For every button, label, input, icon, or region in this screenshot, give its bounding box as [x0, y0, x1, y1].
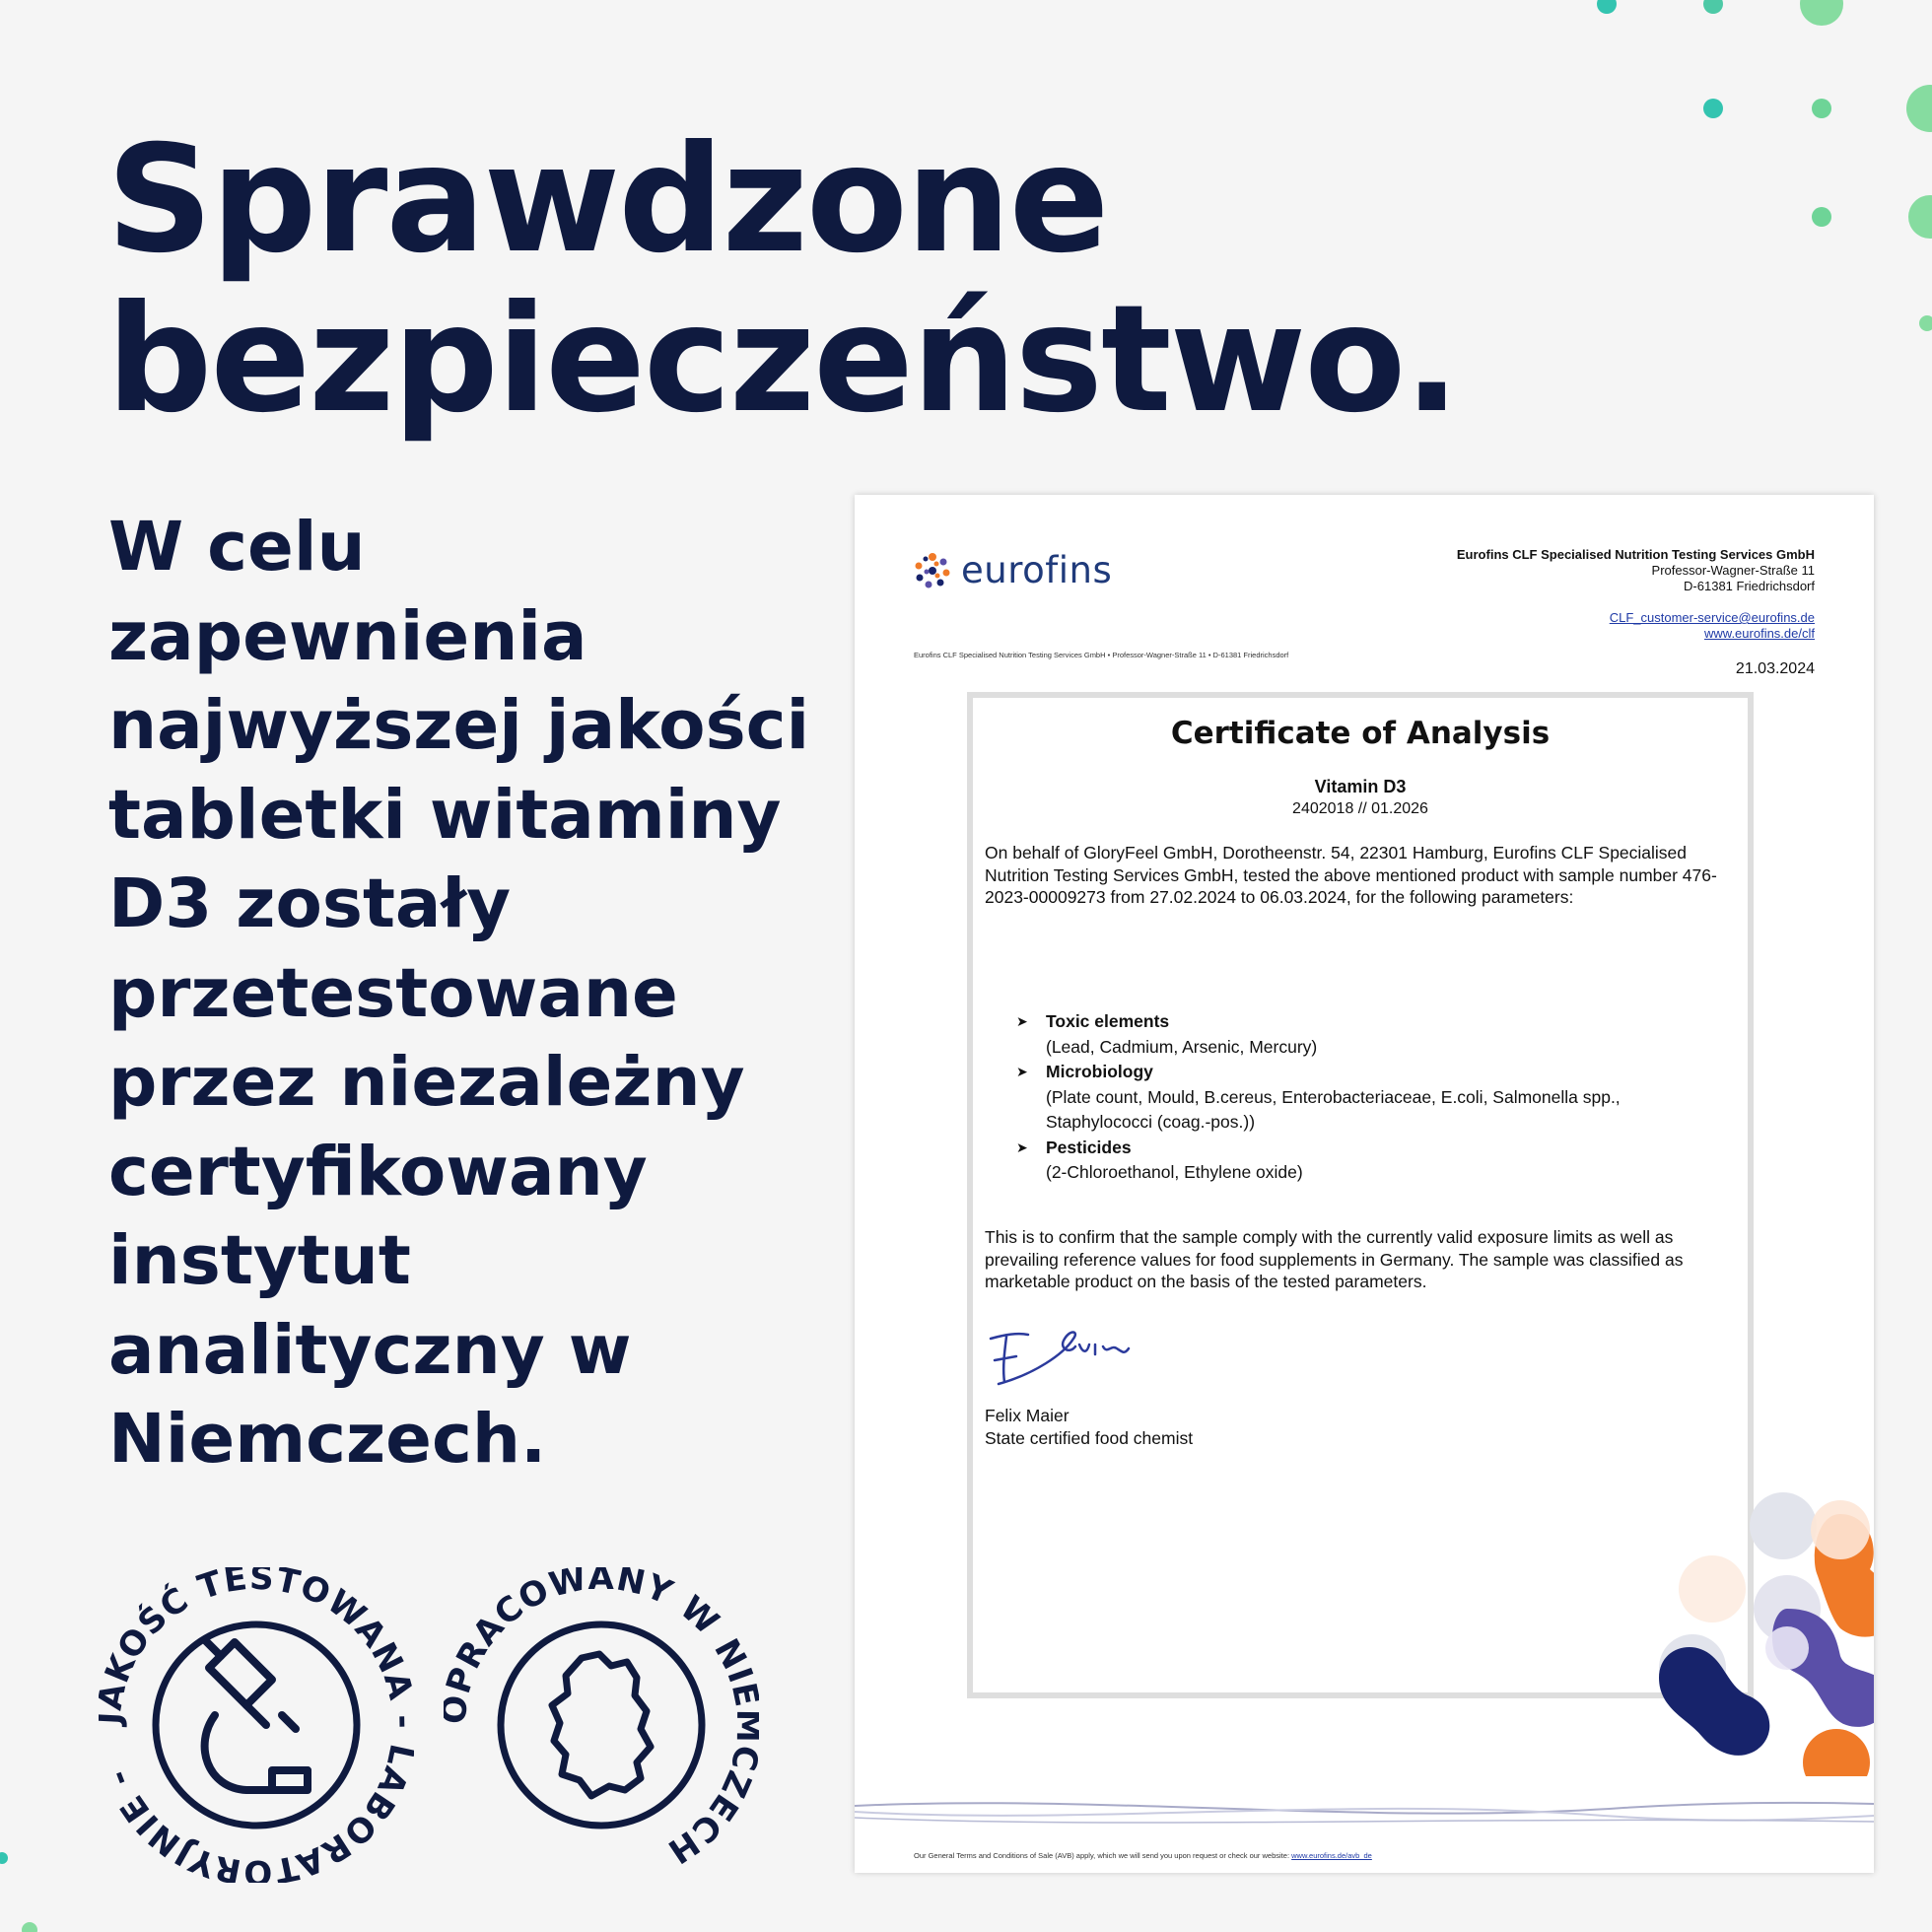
arrow-bullet-icon: ➤	[1016, 1013, 1028, 1029]
certificate-date: 21.03.2024	[1735, 660, 1815, 677]
company-address	[1457, 547, 1815, 594]
conclusion-paragraph: This is to confirm that the sample comply with the currently valid exposure limits as well as prevailing reference values for food supplements in Germany. The sample was classified as marketable product on the basis of the tested parameters.	[985, 1227, 1684, 1291]
headline	[106, 114, 1459, 446]
signature	[985, 1325, 1152, 1394]
lead-line: zapewnienia	[108, 596, 587, 676]
footer-link[interactable]: www.eurofins.de/avb_de	[1291, 1851, 1372, 1860]
footer-wave	[855, 1786, 1874, 1845]
lead-line: analityczny w	[108, 1310, 632, 1390]
arrow-bullet-icon: ➤	[1016, 1138, 1028, 1155]
parameter-title: Microbiology	[1046, 1062, 1153, 1081]
parameter-desc: (Plate count, Mould, B.cereus, Enterobacteriaceae, E.coli, Salmonella spp., Staphylococci (coag.-pos.))	[1046, 1086, 1621, 1132]
lead-paragraph	[108, 503, 818, 1484]
parameter-title: Toxic elements	[1046, 1011, 1170, 1031]
eurofins-decoration	[1545, 1490, 1874, 1776]
eurofins-logo	[914, 549, 1112, 591]
lead-line: najwyższej jakości	[108, 686, 810, 765]
parameter-title: Pesticides	[1046, 1137, 1132, 1157]
lead-line: tabletki witaminy	[108, 775, 782, 855]
logo-text: eurofins	[961, 549, 1113, 591]
lead-line: W celu	[108, 508, 366, 586]
product-name: Vitamin D3	[1314, 777, 1407, 796]
certificate-document	[855, 495, 1874, 1873]
batch-number: 2402018 // 01.2026	[1292, 800, 1428, 817]
parameter-desc: (Lead, Cadmium, Arsenic, Mercury)	[1046, 1036, 1318, 1057]
germany-map-icon	[552, 1654, 651, 1796]
footer-note	[914, 1851, 1372, 1860]
contact-links	[1610, 610, 1815, 642]
website-link[interactable]: www.eurofins.de/clf	[1704, 626, 1815, 641]
footer-text: Our General Terms and Conditions of Sale (AVB) apply, which we will send you upon request or check our website:	[914, 1851, 1290, 1860]
microscope-icon	[205, 1640, 308, 1790]
arrow-bullet-icon: ➤	[1016, 1064, 1028, 1079]
signer-title: State certified food chemist	[985, 1427, 1194, 1448]
lead-line: Niemczech.	[108, 1400, 547, 1479]
headline-line-1: Sprawdzone	[106, 114, 1108, 286]
company-street: Professor-Wagner-Straße 11	[1651, 563, 1815, 578]
signer-name: Felix Maier	[985, 1406, 1070, 1425]
lab-tested-badge	[99, 1567, 414, 1883]
lead-line: D3 zostały	[108, 864, 512, 943]
sender-line: Eurofins CLF Specialised Nutrition Testing Services GmbH • Professor-Wagner-Straße 11 • D-61381 Friedrichsdorf	[914, 651, 1289, 659]
badge-ring-text: RACOWANY W NI ZECH	[448, 1567, 759, 1872]
parameter-desc: (2-Chloroethanol, Ethylene oxide)	[1046, 1162, 1303, 1182]
headline-line-2: bezpieczeństwo.	[106, 274, 1459, 446]
lead-line: certyfikowany	[108, 1132, 648, 1211]
company-city: D-61381 Friedrichsdorf	[1684, 579, 1815, 593]
company-name: Eurofins CLF Specialised Nutrition Testing Services GmbH	[1456, 547, 1815, 562]
intro-paragraph: On behalf of GloryFeel GmbH, Dorotheenstr. 54, 22301 Hamburg, Eurofins CLF Specialised Nutrition Testing Services GmbH, tested the above mentioned product with sample number 476-2023-00009273 from 27.02.2024 to 06.03.2024, for the following parameters:	[985, 843, 1717, 907]
svg-text:JAKOŚĆ TESTOWANA - LABORATORYJ	[99, 1567, 414, 1883]
eurofins-dots-icon	[914, 552, 951, 589]
certificate-title: Certificate of Analysis	[1170, 716, 1551, 751]
made-in-germany-badge	[444, 1567, 759, 1883]
email-link[interactable]: CLF_customer-service@eurofins.de	[1609, 610, 1815, 625]
lead-line: przetestowane	[108, 953, 678, 1033]
lead-line: przez niezależny	[108, 1043, 745, 1122]
badge-ring-text: KOŚĆ TESTOWAN ABORATORYJNIE -	[99, 1567, 414, 1883]
parameter-list	[1016, 1009, 1696, 1186]
lead-line: instytut	[108, 1221, 411, 1300]
signer-block	[985, 1405, 1193, 1449]
